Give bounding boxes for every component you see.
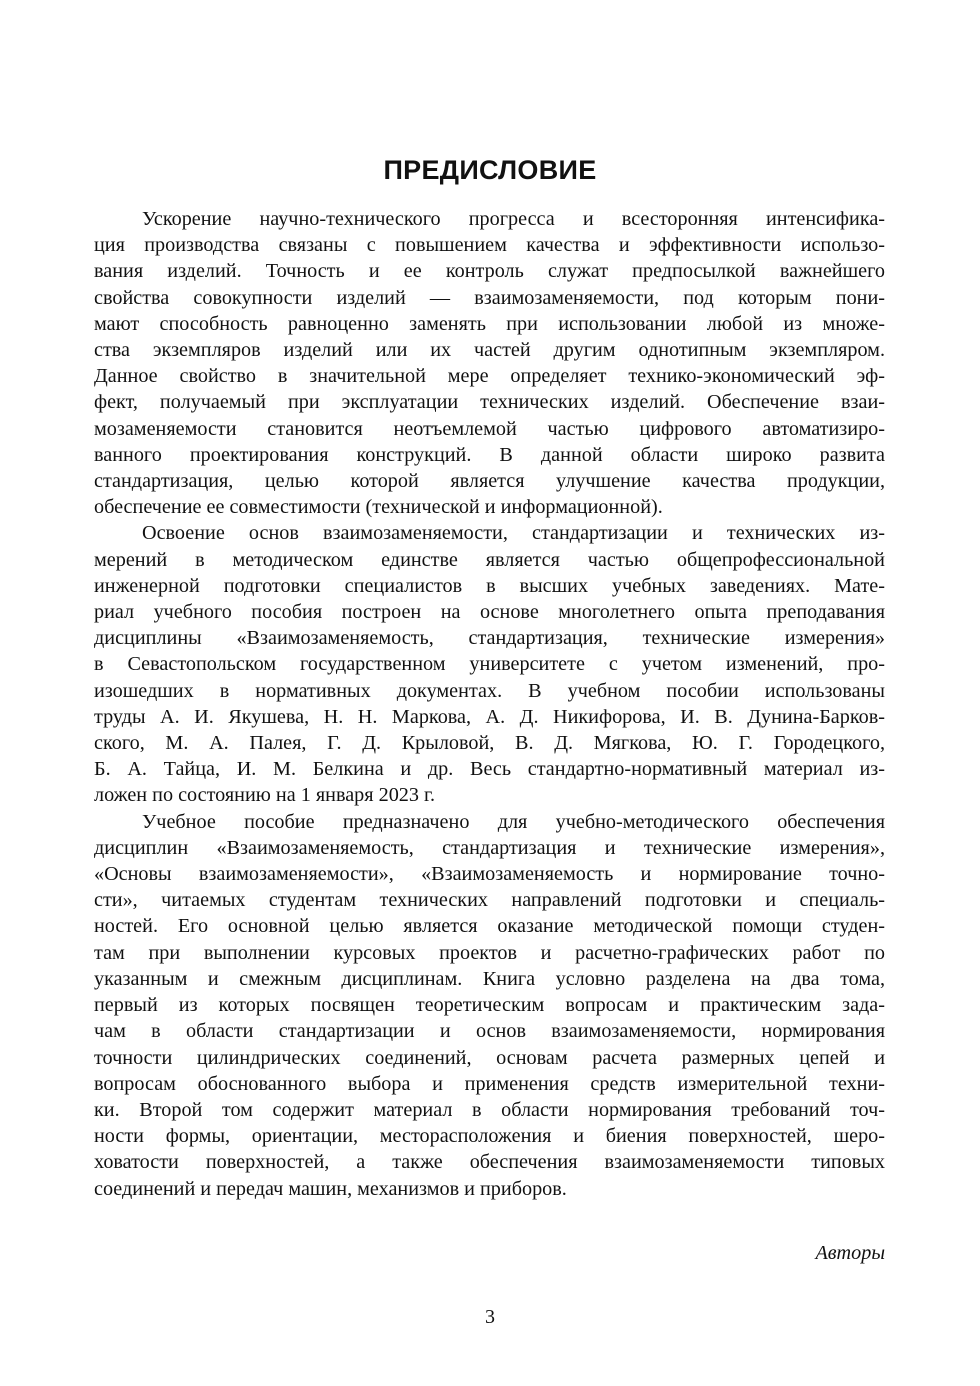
text-line: сти», читаемых студентам технических направлений подготовки и специаль- [94, 889, 885, 912]
text-line: вопросам обоснованного выбора и применения средств измерительной техни- [94, 1072, 885, 1095]
text-line: риал учебного пособия построен на основе многолетнего опыта преподавания [94, 601, 885, 624]
text-line: ности формы, ориентации, месторасположения и биения поверхностей, шеро- [94, 1125, 885, 1148]
text-line: свойства совокупности изделий — взаимозаменяемости, под которым пони- [94, 286, 885, 309]
text-line: ложен по состоянию на 1 января 2023 г. [94, 784, 436, 807]
paragraph-1 [94, 206, 885, 520]
text-line: дисциплин «Взаимозаменяемость, стандартизация и технические измерения», [94, 836, 885, 859]
text-line: Б. А. Тайца, И. М. Белкина и др. Весь стандартно-нормативный материал из- [94, 758, 885, 781]
text-line: труды А. И. Якушева, Н. Н. Маркова, А. Д. Никифорова, И. В. Дунина-Барков- [94, 705, 885, 728]
text-line: первый из которых посвящен теоретическим вопросам и практическим зада- [94, 994, 885, 1017]
text-line: ства экземпляров изделий или их частей другим однотипным экземпляром. [94, 339, 885, 362]
paragraph-3 [94, 809, 885, 1202]
text-line: ки. Второй том содержит материал в области нормирования требований точ- [94, 1098, 885, 1121]
text-line: чам в области стандартизации и основ взаимозаменяемости, нормирования [94, 1020, 885, 1043]
text-line: ция производства связаны с повышением качества и эффективности использо- [94, 234, 885, 257]
text-line: вания изделий. Точность и ее контроль служат предпосылкой важнейшего [94, 260, 885, 283]
text-line: изошедших в нормативных документах. В учебном пособии использованы [94, 679, 885, 702]
paragraph-2 [94, 520, 885, 808]
preface-body [94, 206, 885, 1202]
text-line: фект, получаемый при эксплуатации технических изделий. Обеспечение взаи- [94, 391, 885, 414]
text-line: указанным и смежным дисциплинам. Книга условно разделена на два тома, [94, 967, 885, 990]
text-line: мозаменяемости становится неотъемлемой частью цифрового автоматизиро- [94, 417, 885, 440]
text-line: ванного проектирования конструкций. В данной области широко развита [94, 443, 885, 466]
text-line: Учебное пособие предназначено для учебно-методического обеспечения [142, 810, 885, 833]
text-line: Ускорение научно-технического прогресса и всесторонняя интенсифика- [142, 208, 885, 230]
authors-signature: Авторы [815, 1242, 885, 1264]
page-title: ПРЕДИСЛОВИЕ [383, 155, 597, 185]
text-line: ностей. Его основной целью является оказание методической помощи студен- [94, 915, 885, 938]
text-line: там при выполнении курсовых проектов и расчетно-графических работ по [94, 941, 885, 964]
text-line: ского, М. А. Палея, Г. Д. Крыловой, В. Д. Мягкова, Ю. Г. Городецкого, [94, 732, 885, 755]
text-line: ховатости поверхностей, а также обеспечения взаимозаменяемости типовых [94, 1151, 885, 1174]
page-number: 3 [485, 1306, 495, 1328]
text-line: мают способность равноценно заменять при использовании любой из множе- [94, 312, 885, 335]
text-line: соединений и передач машин, механизмов и приборов. [94, 1177, 567, 1200]
text-line: Освоение основ взаимозаменяемости, стандартизации и технических из- [142, 522, 885, 545]
text-line: обеспечение ее совместимости (технической и информационной). [94, 496, 663, 519]
text-line: в Севастопольском государственном университете с учетом изменений, про- [94, 653, 885, 676]
text-line: инженерной подготовки специалистов в высших учебных заведениях. Мате- [94, 574, 885, 597]
text-line: дисциплины «Взаимозаменяемость, стандартизация, технические измерения» [94, 627, 885, 650]
text-line: стандартизация, целью которой является улучшение качества продукции, [94, 470, 885, 493]
text-line: точности цилиндрических соединений, основам расчета размерных цепей и [94, 1046, 885, 1069]
text-line: мерений в методическом единстве является частью общепрофессиональной [94, 548, 885, 571]
text-line: «Основы взаимозаменяемости», «Взаимозаменяемость и нормирование точно- [94, 863, 885, 886]
text-line: Данное свойство в значительной мере определяет технико-экономический эф- [94, 365, 885, 388]
